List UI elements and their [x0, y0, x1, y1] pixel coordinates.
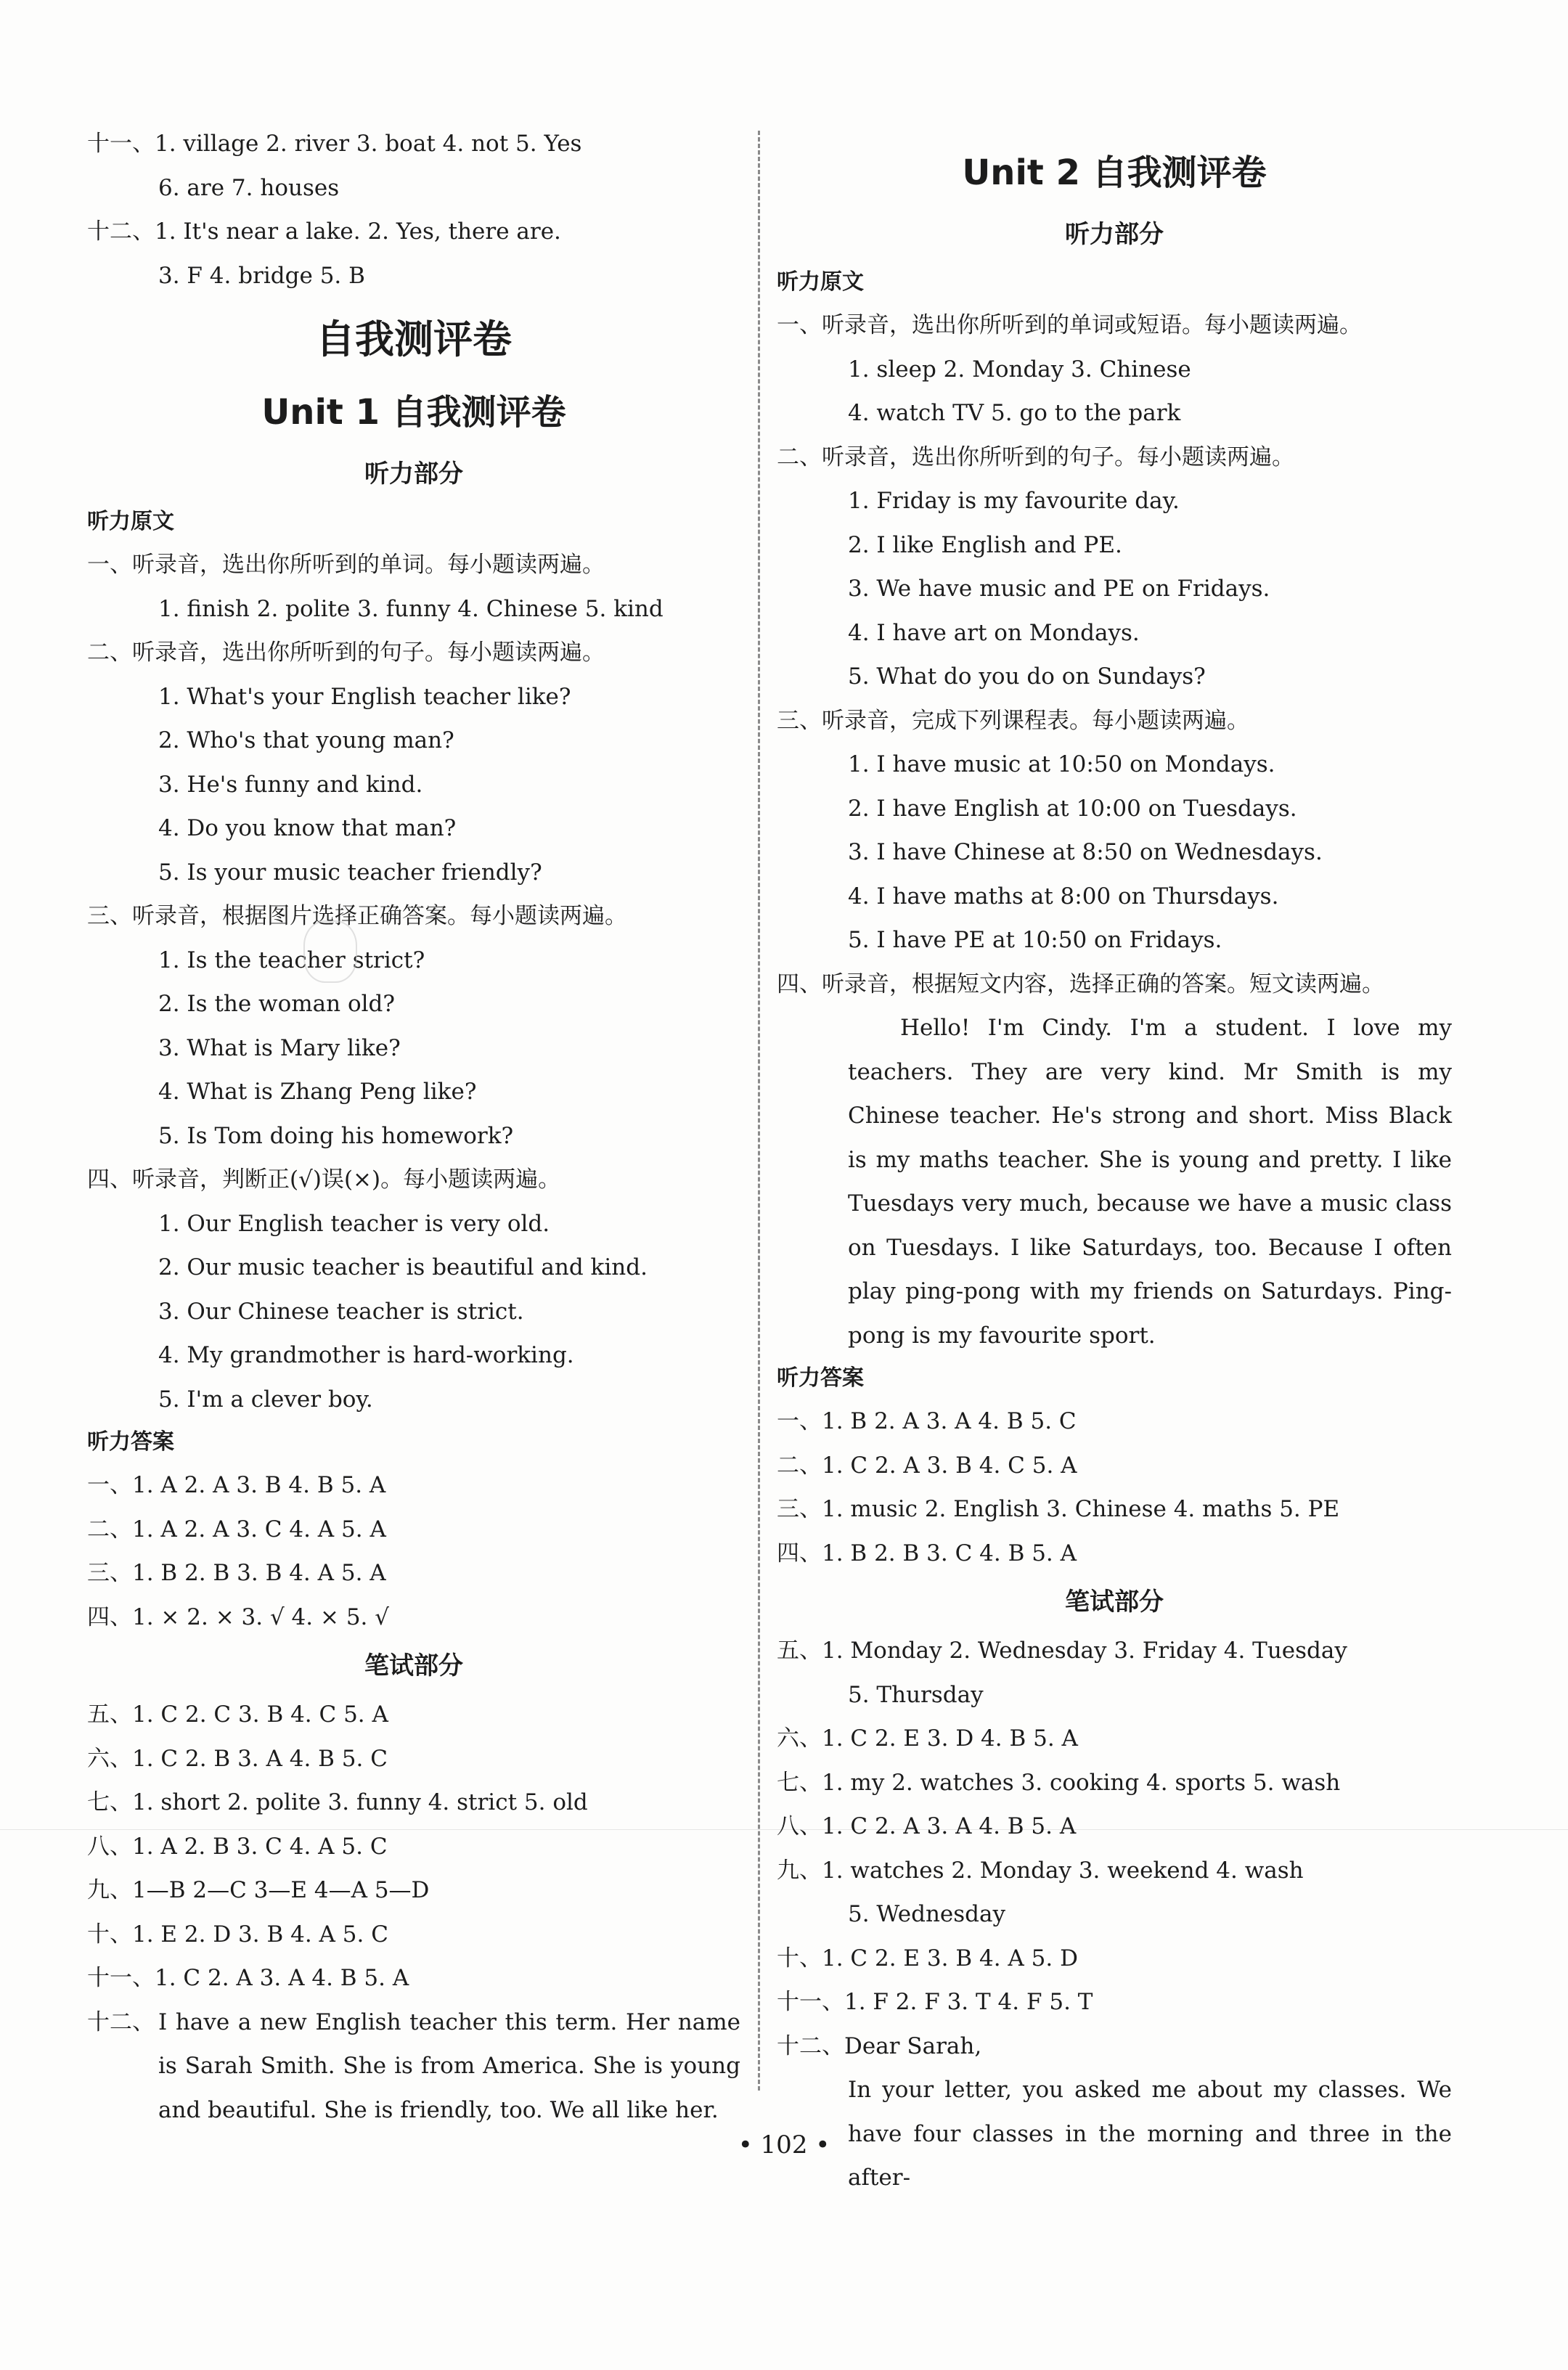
- answer-line: 四、1. × 2. × 3. √ 4. × 5. √: [87, 1603, 390, 1630]
- text-line: 3. Our Chinese teacher is strict.: [158, 1298, 524, 1325]
- answer-line: 八、1. A 2. B 3. C 4. A 5. C: [87, 1833, 388, 1860]
- text-line: 4. I have art on Mondays.: [848, 619, 1140, 646]
- answer-line: 二、1. C 2. A 3. B 4. C 5. A: [777, 1452, 1077, 1479]
- watermark-stamp: [303, 920, 357, 983]
- answer-line: 九、1—B 2—C 3—E 4—A 5—D: [87, 1877, 430, 1903]
- text-line: 4. Do you know that man?: [158, 815, 457, 841]
- passage-text: Hello! I'm Cindy. I'm a student. I love my teachers. They are very kind. Mr Smith is my Chinese teacher. He's strong and short. Miss Black is my maths teacher. She is young and pretty. I like Tuesdays very much, because we have a music class on Tuesdays. I like Saturdays, too. Because I often play ping-pong with my friends on Saturdays. Ping-pong is my favourite sport.: [848, 1015, 1452, 1349]
- unit2-written-answers: [777, 1629, 1452, 2068]
- text-line: 二、听录音，选出你所听到的句子。每小题读两遍。: [777, 444, 1294, 470]
- answer-line: 十一、1. village 2. river 3. boat 4. not 5. Yes: [87, 131, 582, 157]
- page-number: • 102 •: [738, 2130, 830, 2159]
- text-line: 四、听录音，判断正(√)误(×)。每小题读两遍。: [87, 1166, 561, 1193]
- text-line: 3. We have music and PE on Fridays.: [848, 576, 1270, 602]
- answer-line: 一、1. A 2. A 3. B 4. B 5. A: [87, 1472, 386, 1498]
- answer-line: 四、1. B 2. B 3. C 4. B 5. A: [777, 1540, 1077, 1566]
- column-divider: [758, 131, 760, 2091]
- written-section-title: 笔试部分: [364, 1651, 463, 1680]
- unit1-essay: [87, 2001, 740, 2133]
- essay-label: 十二、: [87, 2009, 155, 2035]
- text-line: 5. I'm a clever boy.: [158, 1386, 373, 1413]
- text-line: 1. finish 2. polite 3. funny 4. Chinese 5. kind: [158, 595, 663, 622]
- unit1-title: Unit 1 自我测评卷: [261, 392, 566, 433]
- written-section-title: 笔试部分: [1065, 1588, 1164, 1617]
- text-line: 六、1. C 2. E 3. D 4. B 5. A: [777, 1725, 1078, 1752]
- listening-section-title: 听力部分: [364, 459, 463, 489]
- text-line: 九、1. watches 2. Monday 3. weekend 4. wash: [777, 1857, 1304, 1884]
- unit1-written-answers: [87, 1693, 740, 2001]
- answer-line: 十、1. E 2. D 3. B 4. A 5. C: [87, 1921, 388, 1948]
- answer-line: 十一、1. C 2. A 3. A 4. B 5. A: [87, 1965, 409, 1991]
- text-line: 七、1. my 2. watches 3. cooking 4. sports 5. wash: [777, 1769, 1341, 1796]
- letter-text: In your letter, you asked me about my classes. We have four classes in the morning and three in the after-: [848, 2077, 1452, 2191]
- text-line: 十、1. C 2. E 3. B 4. A 5. D: [777, 1945, 1078, 1971]
- left-column: [87, 122, 740, 2132]
- answer-line: 六、1. C 2. B 3. A 4. B 5. C: [87, 1745, 388, 1772]
- text-line: 三、听录音，完成下列课程表。每小题读两遍。: [777, 707, 1249, 734]
- text-line: 4. What is Zhang Peng like?: [158, 1079, 477, 1105]
- essay-text: I have a new English teacher this term. Her name is Sarah Smith. She is from America. She is young and beautiful. She is friendly, too. We all like her.: [158, 2009, 740, 2123]
- prev-answers: [87, 122, 740, 298]
- unit1-transcript: [87, 543, 740, 1421]
- text-line: 1. Our English teacher is very old.: [158, 1210, 550, 1237]
- transcript-heading: 听力原文: [777, 269, 864, 295]
- text-line: 2. Our music teacher is beautiful and kind.: [158, 1254, 648, 1280]
- text-line: 1. Is the teacher strict?: [158, 947, 425, 973]
- text-line: 十一、1. F 2. F 3. T 4. F 5. T: [777, 1989, 1093, 2015]
- text-line: 5. What do you do on Sundays?: [848, 663, 1206, 690]
- main-title: 自我测评卷: [316, 316, 512, 362]
- text-line: 三、听录音，根据图片选择正确答案。每小题读两遍。: [87, 903, 627, 929]
- listening-answers-heading: 听力答案: [777, 1365, 864, 1391]
- text-line: 1. sleep 2. Monday 3. Chinese: [848, 356, 1191, 383]
- text-line: 4. I have maths at 8:00 on Thursdays.: [848, 883, 1279, 910]
- text-line: 3. He's funny and kind.: [158, 771, 423, 798]
- text-line: 五、1. Monday 2. Wednesday 3. Friday 4. Tuesday: [777, 1638, 1347, 1664]
- answer-line: 五、1. C 2. C 3. B 4. C 5. A: [87, 1701, 388, 1728]
- text-line: 2. I have English at 10:00 on Tuesdays.: [848, 795, 1297, 822]
- text-line: 四、听录音，根据短文内容，选择正确的答案。短文读两遍。: [777, 971, 1384, 997]
- answer-line: 二、1. A 2. A 3. C 4. A 5. A: [87, 1516, 386, 1542]
- text-line: 3. What is Mary like?: [158, 1034, 401, 1061]
- answer-line: 七、1. short 2. polite 3. funny 4. strict 5. old: [87, 1789, 588, 1815]
- text-line: 十二、Dear Sarah,: [777, 2032, 982, 2059]
- answer-line: 十二、1. It's near a lake. 2. Yes, there are.: [87, 218, 561, 245]
- text-line: 1. Friday is my favourite day.: [848, 488, 1180, 514]
- text-line: 5. Thursday: [848, 1681, 984, 1708]
- text-line: 一、听录音，选出你所听到的单词或短语。每小题读两遍。: [777, 312, 1362, 338]
- listening-answers-heading: 听力答案: [87, 1429, 174, 1455]
- text-line: 3. I have Chinese at 8:50 on Wednesdays.: [848, 839, 1323, 865]
- text-line: 5. I have PE at 10:50 on Fridays.: [848, 927, 1222, 953]
- answer-line: 三、1. music 2. English 3. Chinese 4. maths 5. PE: [777, 1496, 1340, 1522]
- text-line: 一、听录音，选出你所听到的单词。每小题读两遍。: [87, 552, 605, 578]
- answer-line: 一、1. B 2. A 3. A 4. B 5. C: [777, 1408, 1077, 1434]
- text-line: 2. I like English and PE.: [848, 531, 1122, 558]
- unit2-title: Unit 2 自我测评卷: [962, 152, 1267, 193]
- text-line: 2. Is the woman old?: [158, 991, 395, 1017]
- right-column: [777, 122, 1452, 2200]
- text-line: 1. What's your English teacher like?: [158, 683, 571, 710]
- answer-line: 3. F 4. bridge 5. B: [158, 262, 365, 289]
- text-line: 八、1. C 2. A 3. A 4. B 5. A: [777, 1813, 1077, 1839]
- text-line: 5. Is Tom doing his homework?: [158, 1122, 514, 1149]
- text-line: 5. Wednesday: [848, 1901, 1006, 1927]
- answer-line: 6. are 7. houses: [158, 174, 340, 201]
- listening-section-title: 听力部分: [1065, 220, 1164, 249]
- text-line: 4. My grandmother is hard-working.: [158, 1342, 574, 1368]
- unit2-transcript: [777, 303, 1452, 1006]
- answer-line: 三、1. B 2. B 3. B 4. A 5. A: [87, 1560, 386, 1586]
- text-line: 5. Is your music teacher friendly?: [158, 859, 542, 886]
- text-line: 2. Who's that young man?: [158, 727, 454, 753]
- text-line: 4. watch TV 5. go to the park: [848, 400, 1181, 426]
- text-line: 1. I have music at 10:50 on Mondays.: [848, 751, 1275, 777]
- unit1-listening-answers: [87, 1463, 740, 1639]
- transcript-heading: 听力原文: [87, 509, 174, 534]
- unit2-listening-answers: [777, 1399, 1452, 1575]
- text-line: 二、听录音，选出你所听到的句子。每小题读两遍。: [87, 640, 605, 666]
